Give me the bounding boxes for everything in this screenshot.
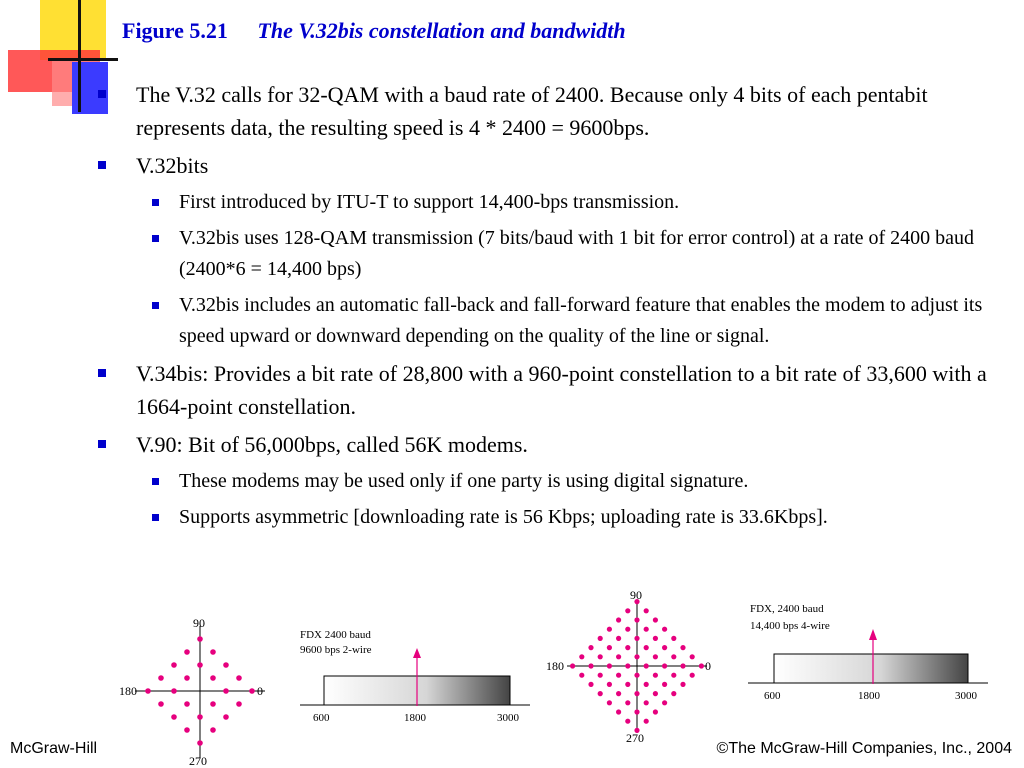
constellation-point — [598, 636, 603, 641]
bullet-item — [94, 78, 994, 144]
constellation-point — [184, 675, 190, 681]
bullet-text: V.32bis includes an automatic fall-back and fall-forward feature that enables the modem to adjust its speed upward or downward depending on the quality of the line or signal. — [179, 294, 983, 347]
constellation-point — [653, 709, 658, 714]
constellation-point — [579, 673, 584, 678]
constellation-point — [644, 719, 649, 724]
constellation-point — [223, 662, 229, 668]
bullet-square-icon — [98, 90, 106, 98]
sub-bullet-item — [94, 502, 994, 533]
constellation-point — [616, 654, 621, 659]
constellation-point — [625, 719, 630, 724]
sub-bullet-item — [94, 466, 994, 497]
constellation-point — [236, 675, 242, 681]
decor-horizontal-line — [48, 58, 118, 61]
bullet-text: V.34bis: Provides a bit rate of 28,800 with a 960-point constellation to a bit rate of 33,600 with a 1664-point constellation. — [136, 361, 987, 419]
constellation-point — [598, 673, 603, 678]
tick-600: 600 — [764, 690, 781, 702]
constellation-point — [249, 688, 255, 694]
bandwidth-label-line2: 14,400 bps 4-wire — [750, 620, 830, 632]
bandwidth-label-line1: FDX 2400 baud — [300, 629, 371, 641]
bullet-text: Supports asymmetric [downloading rate is 56 Kbps; uploading rate is 33.6Kbps]. — [179, 506, 828, 528]
constellation-point — [671, 673, 676, 678]
slide-title — [122, 18, 626, 44]
label-0: 0 — [705, 659, 711, 673]
label-90: 90 — [630, 588, 642, 602]
constellation-point — [607, 645, 612, 650]
constellation-point — [662, 645, 667, 650]
constellation-point — [598, 654, 603, 659]
figure-caption: The V.32bis constellation and bandwidth — [257, 18, 626, 43]
tick-1800: 1800 — [858, 690, 880, 702]
bullet-text: First introduced by ITU-T to support 14,400-bps transmission. — [179, 191, 680, 213]
bandwidth-label-line1: FDX, 2400 baud — [750, 603, 824, 615]
constellation-point — [634, 636, 639, 641]
constellation-point — [653, 691, 658, 696]
constellation-point — [616, 673, 621, 678]
figure-number: Figure 5.21 — [122, 18, 228, 43]
sub-bullet-item — [94, 187, 994, 218]
constellation-point — [671, 654, 676, 659]
tick-600: 600 — [313, 712, 330, 724]
constellation-point — [680, 663, 685, 668]
constellation-point — [197, 636, 203, 642]
constellation-point — [197, 740, 203, 746]
constellation-point — [616, 709, 621, 714]
constellation-point — [588, 663, 593, 668]
center-arrow-head-icon — [413, 648, 421, 658]
bandwidth-band — [774, 654, 968, 683]
constellation-point — [607, 700, 612, 705]
bullet-text: These modems may be used only if one party is using digital signature. — [179, 470, 749, 492]
bullet-square-icon — [98, 440, 106, 448]
constellation-point — [625, 645, 630, 650]
decor-vertical-line — [78, 0, 81, 112]
label-90: 90 — [193, 616, 205, 630]
constellation-point — [644, 645, 649, 650]
constellation-point — [570, 663, 575, 668]
constellation-diagram-small — [115, 612, 285, 768]
constellation-point — [184, 701, 190, 707]
constellation-point — [197, 714, 203, 720]
constellation-point — [588, 682, 593, 687]
bullet-item — [94, 428, 994, 461]
constellation-point — [598, 691, 603, 696]
bullet-text: V.32bits — [136, 153, 209, 178]
bandwidth-diagram-small — [296, 624, 536, 724]
bullet-square-icon — [152, 302, 159, 309]
constellation-point — [690, 654, 695, 659]
bullet-item — [94, 149, 994, 182]
constellation-point — [607, 627, 612, 632]
constellation-point — [607, 663, 612, 668]
bandwidth-label-line2: 9600 bps 2-wire — [300, 644, 372, 656]
bullet-square-icon — [152, 199, 159, 206]
constellation-point — [223, 688, 229, 694]
constellation-point — [625, 700, 630, 705]
label-180: 180 — [546, 659, 564, 673]
constellation-point — [634, 617, 639, 622]
bullet-text: V.90: Bit of 56,000bps, called 56K modems. — [136, 432, 528, 457]
constellation-point — [616, 617, 621, 622]
constellation-point — [210, 727, 216, 733]
constellation-point — [671, 691, 676, 696]
constellation-point — [588, 645, 593, 650]
tick-1800: 1800 — [404, 712, 426, 724]
constellation-point — [158, 675, 164, 681]
constellation-point — [662, 627, 667, 632]
constellation-point — [690, 673, 695, 678]
bullet-item — [94, 357, 994, 423]
constellation-point — [236, 701, 242, 707]
constellation-point — [662, 682, 667, 687]
constellation-point — [634, 691, 639, 696]
constellation-point — [171, 714, 177, 720]
constellation-point — [634, 709, 639, 714]
bandwidth-diagram-large — [744, 600, 994, 706]
constellation-point — [625, 682, 630, 687]
constellation-point — [625, 608, 630, 613]
sub-bullet-item — [94, 223, 994, 285]
constellation-point — [671, 636, 676, 641]
constellation-point — [223, 714, 229, 720]
bullet-square-icon — [152, 514, 159, 521]
sub-bullet-item — [94, 290, 994, 352]
constellation-point — [197, 662, 203, 668]
label-270: 270 — [626, 731, 644, 745]
constellation-point — [644, 627, 649, 632]
constellation-point — [171, 662, 177, 668]
tick-3000: 3000 — [497, 712, 519, 724]
constellation-point — [680, 682, 685, 687]
footer-copyright: ©The McGraw-Hill Companies, Inc., 2004 — [716, 740, 1012, 757]
constellation-point — [616, 636, 621, 641]
bullet-square-icon — [98, 161, 106, 169]
bullet-list — [94, 78, 994, 538]
constellation-point — [644, 682, 649, 687]
constellation-point — [662, 663, 667, 668]
bullet-square-icon — [152, 478, 159, 485]
constellation-point — [653, 617, 658, 622]
constellation-point — [653, 673, 658, 678]
constellation-point — [607, 682, 612, 687]
tick-3000: 3000 — [955, 690, 977, 702]
constellation-point — [644, 700, 649, 705]
constellation-point — [680, 645, 685, 650]
constellation-point — [184, 649, 190, 655]
constellation-point — [184, 727, 190, 733]
constellation-point — [210, 649, 216, 655]
constellation-point — [210, 675, 216, 681]
label-0: 0 — [257, 684, 263, 698]
constellation-diagram-large — [540, 586, 722, 748]
constellation-point — [634, 654, 639, 659]
constellation-point — [653, 636, 658, 641]
bullet-text: V.32bis uses 128-QAM transmission (7 bits/baud with 1 bit for error control) at a rate of 2400 baud (2400*6 = 14,400 bps) — [179, 227, 975, 280]
constellation-point — [634, 673, 639, 678]
center-arrow-head-icon — [869, 629, 877, 640]
bullet-square-icon — [152, 235, 159, 242]
constellation-point — [625, 627, 630, 632]
bullet-text: The V.32 calls for 32-QAM with a baud rate of 2400. Because only 4 bits of each pentabit represents data, the resulting speed is 4 * 2400 = 9600bps. — [136, 82, 928, 140]
constellation-point — [653, 654, 658, 659]
constellation-point — [625, 663, 630, 668]
label-180: 180 — [119, 684, 137, 698]
constellation-point — [644, 608, 649, 613]
constellation-point — [699, 663, 704, 668]
bullet-square-icon — [98, 369, 106, 377]
constellation-point — [210, 701, 216, 707]
constellation-point — [145, 688, 151, 694]
label-270: 270 — [189, 754, 207, 768]
constellation-point — [616, 691, 621, 696]
constellation-point — [158, 701, 164, 707]
constellation-point — [579, 654, 584, 659]
footer-publisher: McGraw-Hill — [10, 740, 98, 757]
constellation-point — [662, 700, 667, 705]
constellation-point — [171, 688, 177, 694]
constellation-point — [644, 663, 649, 668]
